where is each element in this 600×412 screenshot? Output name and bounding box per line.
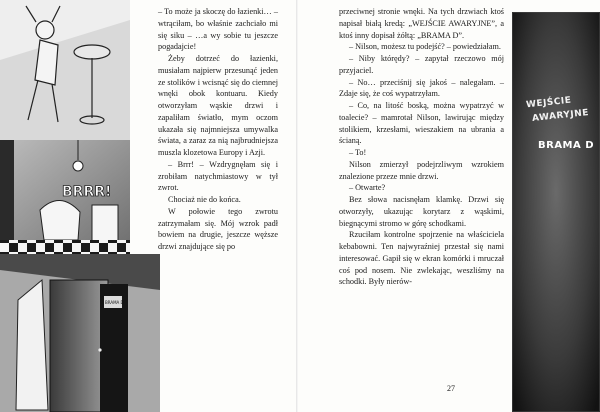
paragraph: – Co, na litość boską, można wypatrzyć w toalecie? – mamrotał Nilson, lawirując między stolikiem, krzesłami, wieszakiem na ubrania a ścianą. xyxy=(339,101,504,146)
paragraph: Rzuciłam kontrolne spojrzenie na właściciela kebabowni. Ten najwyraźniej przestał się nami interesować. Gapił się w ekran komórki i mruczał coś pod nosem. Nie zwlekając, weszliśmy na schodki. Były nierów- xyxy=(339,230,504,287)
sound-effect-brrr: BRRR! xyxy=(62,184,112,200)
paragraph: Nilson zmierzył podejrzliwym wzrokiem znalezione przeze mnie drzwi. xyxy=(339,159,504,181)
paragraph: W połowie tego zwrotu zatrzymałam się. Mój wzrok padł bowiem na drugie, jeszcze węższe drzwi znajdujące się po xyxy=(158,206,278,251)
text-column-right xyxy=(339,6,504,288)
left-page xyxy=(0,0,298,412)
page-number: 27 xyxy=(447,384,455,393)
sign-line-1: WEJŚCIE xyxy=(525,95,572,111)
paragraph: przeciwnej stronie wnęki. Na tych drzwiach ktoś napisał białą kredą: „WEJŚCIE AWARYJNE”, a ktoś inny dopisał żółtą: „BRAMA D”. xyxy=(339,7,504,40)
paragraph: – No… przeciśnij się jakoś – nalegałam. – Zdaje się, że coś wypatrzyłam. xyxy=(339,77,504,99)
right-page xyxy=(298,0,600,412)
door-illustration xyxy=(16,280,128,412)
paragraph: – To może ja skoczę do łazienki… – wtrąciłam, bo właśnie zachciało mi się siku – …a wy sobie tu jeszcze pogadajcie! xyxy=(158,7,278,52)
paragraph: – Nilson, możesz tu podejść? – powiedziałam. xyxy=(349,42,501,52)
illustration-right xyxy=(512,12,600,412)
text-column-left xyxy=(158,6,278,253)
paragraph: Żeby dotrzeć do łazienki, musiałam najpierw przesunąć jeden ze stolików i wcisnąć się do ciemnej wnęki obok kontuaru. Kiedy otworzyłam wąskie drzwi i zapaliłam światło, mym oczom ukazała się najmniejsza umywalka świata, a zaraz za nią najbrudniejsza muszla klozetowa Europy i Azji. xyxy=(158,54,278,157)
paragraph: Bez słowa nacisnęłam klamkę. Drzwi się otworzyły, ukazując korytarz z wąskimi, biegnącymi stromo w górę schodkami. xyxy=(339,195,504,228)
paragraph: – Otwarte? xyxy=(349,183,386,193)
door-sign-text: BRAMA D xyxy=(105,300,124,305)
paragraph: Chociaż nie do końca. xyxy=(168,195,241,204)
paragraph: – To! xyxy=(349,148,367,157)
paragraph: – Brrr! – Wzdrygnęłam się i zrobiłam natychmiastowy w tył zwrot. xyxy=(158,159,278,193)
sign-line-3: BRAMA D xyxy=(538,140,595,151)
paragraph: – Niby którędy? – zapytał rzeczowo mój przyjaciel. xyxy=(339,54,504,75)
sign-line-2: AWARYJNE xyxy=(531,108,590,124)
